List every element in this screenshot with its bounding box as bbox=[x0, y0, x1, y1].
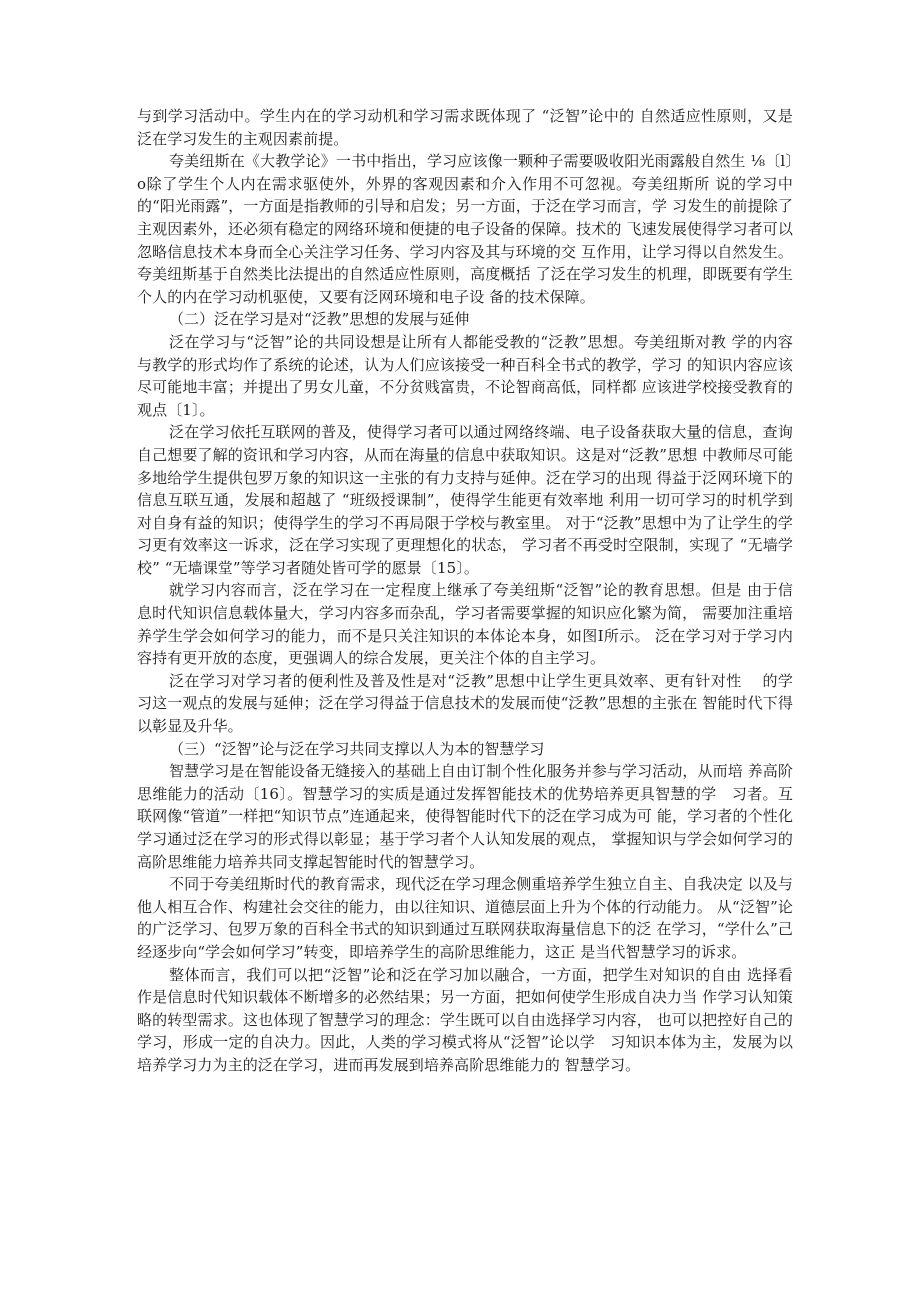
section-heading-3: （三）“泛智”论与泛在学习共同支撑以人为本的智慧学习 bbox=[169, 739, 545, 758]
paragraph-comenius-sunlight: 夸美纽斯在《大教学论》一书中指出，学习应该像一颗种子需要吸收阳光雨露般自然生 ⅛〔l〕o除了学生个人内在需求驱使外，外界的客观因素和介入作用不可忽视。夸美纽斯所 说的学习中的“阳光雨露”，一方面是指教师的引导和启发；另一方面，于泛在学习而言，学 习发生的前提除了主观因素外，还必须有稳定的网络环境和便捷的电子设备的保障。技术的 飞速发展使得学习者可以忽略信息技术本身而全心关注学习任务、学习内容及其与环境的交 互作用，让学习得以自然发生。夸美纽斯基于自然类比法提出的自然适应性原则，高度概括 了泛在学习发生的机理，即既要有学生个人的内在学习动机驱使，又要有泛网环境和电子设 备的技术保障。 bbox=[137, 152, 793, 306]
paragraph-pan-education-idea: 泛在学习与“泛智”论的共同设想是让所有人都能受教的“泛教”思想。夸美纽斯对教 学的内容与教学的形式均作了系统的论述，认为人们应该接受一种百科全书式的教学，学习 的知识内容应该尽可能地丰富；并提出了男女儿童，不分贫贱富贵，不论智商高低，同样都 应该进学校接受教育的观点〔1〕。 bbox=[137, 332, 793, 419]
paragraph-modern-needs: 不同于夸美纽斯时代的教育需求，现代泛在学习理念侧重培养学生独立自主、自我决定 以及与他人相互合作、构建社会交往的能力，由以往知识、道德层面上升为个体的行动能力。 从“泛智”论的广泛学习、包罗万象的百科全书式的知识到通过互联网获取海量信息下的泛 在学习，“学什么”己经逐步向“学会如何学习”转变，即培养学生的高阶思维能力，这正 是当代智慧学习的诉求。 bbox=[137, 875, 793, 961]
document-page bbox=[137, 105, 793, 1077]
paragraph-learning-content: 就学习内容而言，泛在学习在一定程度上继承了夸美纽斯“泛智”论的教育思想。但是 由于信息时代知识信息载体量大，学习内容多而杂乱，学习者需要掌握的知识应化繁为简， 需要加注重培养学生学会如何学习的能力，而不是只关注知识的本体论本身，如图Ⅰ所示。 泛在学习对于学习内容持有更开放的态度，更强调人的综合发展，更关注个体的自主学习。 bbox=[137, 581, 793, 668]
paragraph-smart-learning: 智慧学习是在智能设备无缝接入的基础上自由订制个性化服务并参与学习活动，从而培 养高阶思维能力的活动〔16〕。智慧学习的实质是通过发挥智能技术的优势培养更具智慧的学 习者。互联网像“管道”一样把“知识节点”连通起来，使得智能时代下的泛在学习成为可 能，学习者的个性化学习通过泛在学习的形式得以彰显；基于学习者个人认知发展的观点， 掌握知识与学会如何学习的高阶思维能力培养共同支撑起智能时代的智慧学习。 bbox=[137, 762, 793, 871]
paragraph-intro-continuation: 与到学习活动中。学生内在的学习动机和学习需求既体现了 “泛智”论中的 自然适应性原则，又是泛在学习发生的主观因素前提。 bbox=[137, 107, 793, 148]
paragraph-internet-ubiquitous: 泛在学习依托互联网的普及，使得学习者可以通过网络终端、电子设备获取大量的信息，查询自己想要了解的资讯和学习内容，从而在海量的信息中获取知识。这是对“泛教”思想 中教师尽可能多地给学生提供包罗万象的知识这一主张的有力支持与延伸。泛在学习的出现 得益于泛网环境下的信息互联互通，发展和超越了 “班级授课制”，使得学生能更有效率地 利用一切可学习的时机学到对自身有益的知识；使得学生的学习不再局限于学校与教室里。 对于“泛教”思想中为了让学生的学习更有效率这一诉求，泛在学习实现了更理想化的状态， 学习者不再受时空限制，实现了 “无墙学校” “无墙课堂”等学习者随处皆可学的愿景〔15〕。 bbox=[137, 423, 793, 577]
paragraph-conclusion: 整体而言，我们可以把“泛智”论和泛在学习加以融合，一方面，把学生对知识的自由 选择看作是信息时代知识载体不断增多的必然结果；另一方面，把如何使学生形成自决力当 作学习认知策略的转型需求。这也体现了智慧学习的理念：学生既可以自由选择学习内容， 也可以把控好自己的学习，形成一定的自决力。因此，人类的学习模式将从“泛智”论以学 习知识本体为主，发展为以培养学习力为主的泛在学习，进而再发展到培养高阶思维能力的 智慧学习。 bbox=[137, 965, 793, 1074]
section-heading-2: （二）泛在学习是对“泛教”思想的发展与延伸 bbox=[169, 310, 470, 329]
paragraph-convenience: 泛在学习对学习者的便利性及普及性是对“泛教”思想中让学生更具效率、更有针对性 的学习这一观点的发展与延伸；泛在学习得益于信息技术的发展而使“泛教”思想的主张在 智能时代下得以彰显及升华。 bbox=[137, 671, 793, 736]
